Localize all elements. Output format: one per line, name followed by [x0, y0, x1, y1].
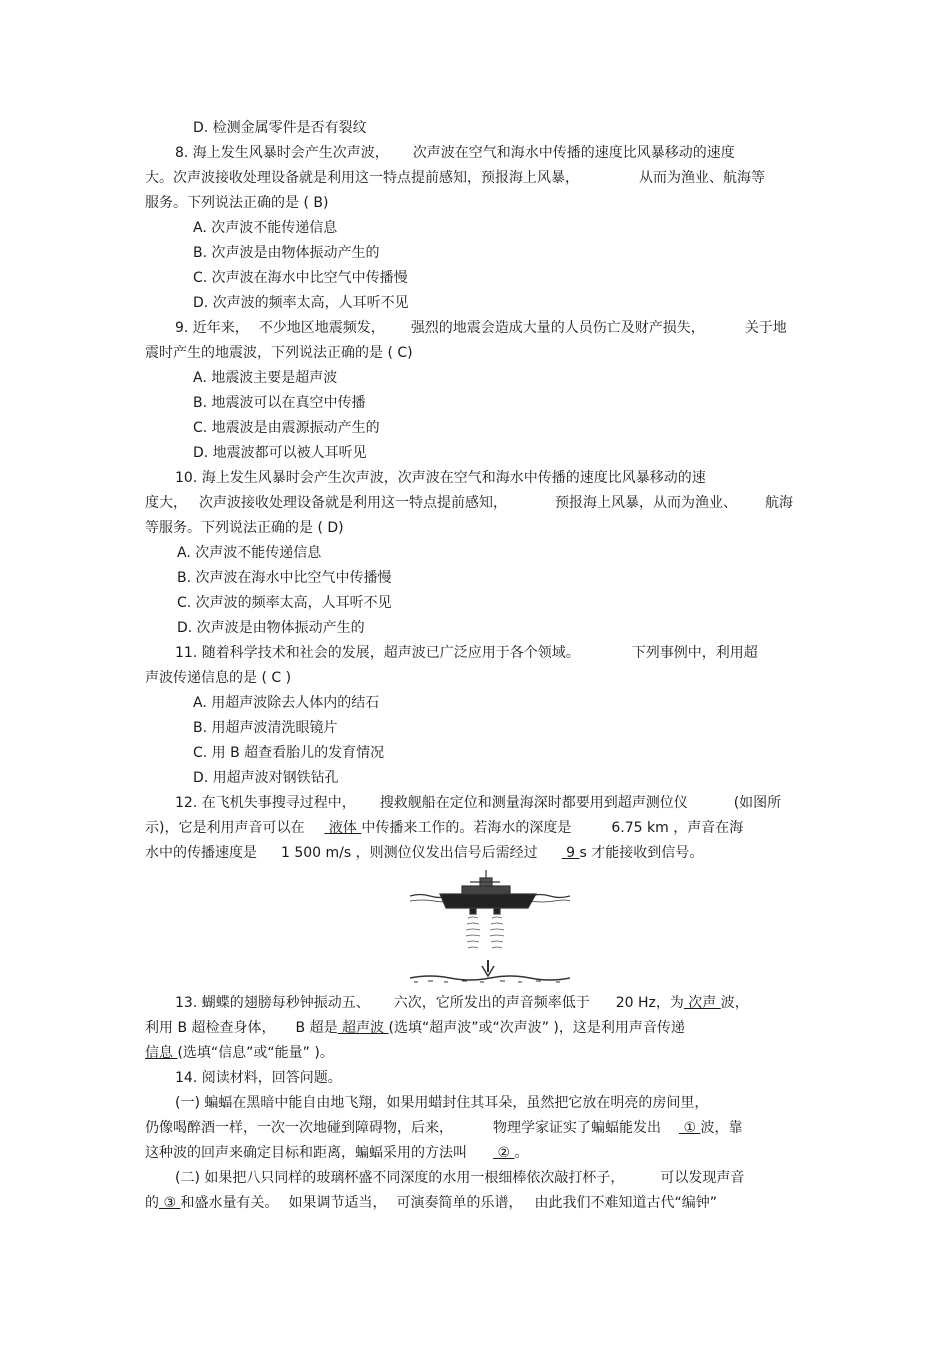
q8-text: 8. 海上发生风暴时会产生次声波，	[175, 145, 389, 161]
q7-option-d: D. 检测金属零件是否有裂纹	[193, 120, 367, 136]
q11-option-a: A. 用超声波除去人体内的结石	[193, 695, 380, 711]
q10-text: 航海	[765, 495, 793, 511]
q13-text: 六次，它所发出的声音频率低于	[393, 995, 590, 1011]
q13-text: (选填“超声波”或“次声波” )，这是利用声音传递	[388, 1020, 685, 1036]
q12-text: 中传播来工作的。若海水的深度是	[361, 820, 572, 836]
q9-line-1	[175, 318, 787, 338]
q9-option-c: C. 地震波是由震源振动产生的	[193, 420, 380, 436]
q14-text: 和盛水量有关。	[180, 1195, 279, 1211]
q9-option-d: D. 地震波都可以被人耳听见	[193, 445, 367, 461]
q10-text: 预报海上风暴，从而为渔业、	[555, 495, 737, 511]
q10-option-b: B. 次声波在海水中比空气中传播慢	[177, 570, 392, 586]
q11-line-2: 声波传递信息的是 ( C )	[145, 670, 292, 686]
answer-blank: ②	[493, 1145, 515, 1161]
q9-option-b: B. 地震波可以在真空中传播	[193, 395, 366, 411]
q8-option-c: C. 次声波在海水中比空气中传播慢	[193, 270, 408, 286]
q12-line-2	[145, 818, 743, 838]
q13-line-2	[145, 1018, 685, 1038]
q14-text: 仍像喝醉酒一样，一次一次地碰到障碍物，后来，	[145, 1120, 453, 1136]
q12-line-1	[175, 793, 781, 813]
q14-p2-line-2	[145, 1193, 717, 1213]
q8-option-d: D. 次声波的频率太高，人耳听不见	[193, 295, 409, 311]
q13-text: 13. 蝴蝶的翅膀每秒钟振动五、	[175, 995, 370, 1011]
q9-text: 不少地区地震频发，	[258, 320, 385, 336]
q14-title: 14. 阅读材料，回答问题。	[175, 1070, 342, 1086]
answer-blank: 次声	[683, 995, 721, 1011]
q8-text: 从而为渔业、航海等	[639, 170, 765, 186]
q12-line-3	[145, 843, 703, 863]
answer-blank: 液体	[324, 820, 362, 836]
q8-text: 大。次声波接收处理设备就是利用这一特点提前感知，预报海上风暴，	[145, 170, 579, 186]
q11-option-d: D. 用超声波对钢铁钻孔	[193, 770, 339, 786]
q8-option-b: B. 次声波是由物体振动产生的	[193, 245, 380, 261]
q12-text: s 才能接收到信号。	[579, 845, 704, 861]
q9-option-a: A. 地震波主要是超声波	[193, 370, 338, 386]
q10-option-c: C. 次声波的频率太高，人耳听不见	[177, 595, 392, 611]
q13-line-3	[145, 1043, 334, 1063]
q14-p1-line-2	[145, 1118, 742, 1138]
q12-text: 示)，它是利用声音可以在	[145, 820, 305, 836]
q14-text: 波，靠	[700, 1120, 743, 1136]
q10-option-d: D. 次声波是由物体振动产生的	[177, 620, 365, 636]
q8-line-1	[175, 143, 735, 163]
answer-blank: 超声波	[337, 1020, 389, 1036]
q11-option-c: C. 用 B 超查看胎儿的发育情况	[193, 745, 385, 761]
q10-option-a: A. 次声波不能传递信息	[177, 545, 322, 561]
q8-line-2	[145, 168, 765, 188]
q9-line-2: 震时产生的地震波，下列说法正确的是 ( C)	[145, 345, 413, 361]
q11-line-1	[175, 643, 758, 663]
q10-line-1: 10. 海上发生风暴时会产生次声波，次声波在空气和海水中传播的速度比风暴移动的速	[175, 470, 706, 486]
q10-line-3: 等服务。下列说法正确的是 ( D)	[145, 520, 344, 536]
q13-text: (选填“信息”或“能量” )。	[177, 1045, 334, 1061]
sonar-ship-figure	[410, 868, 570, 988]
q11-option-b: B. 用超声波清洗眼镜片	[193, 720, 338, 736]
q12-text: 6.75 km ，声音在海	[611, 820, 744, 836]
q10-line-2	[145, 493, 793, 513]
q11-text: 下列事例中，利用超	[631, 645, 758, 661]
answer-blank: 9	[561, 845, 580, 861]
answer-blank: ①	[679, 1120, 701, 1136]
q14-text: 可演奏简单的乐谱，	[396, 1195, 523, 1211]
q12-text: 12. 在飞机失事搜寻过程中，	[175, 795, 356, 811]
q8-line-3: 服务。下列说法正确的是 ( B)	[145, 195, 329, 211]
q14-text: 这种波的回声来确定目标和距离，蝙蝠采用的方法叫	[145, 1145, 467, 1161]
q14-p1-line-3	[145, 1143, 528, 1163]
q9-text: 关于地	[744, 320, 787, 336]
q13-text: B 超是	[295, 1020, 338, 1036]
q13-line-1	[175, 993, 749, 1013]
q9-text: 9. 近年来，	[175, 320, 249, 336]
q8-option-a: A. 次声波不能传递信息	[193, 220, 338, 236]
q14-text: (二) 如果把八只同样的玻璃杯盛不同深度的水用一根细棒依次敲打杯子，	[175, 1170, 625, 1186]
q10-text: 次声波接收处理设备就是利用这一特点提前感知，	[199, 495, 507, 511]
q14-text: 的	[145, 1195, 159, 1211]
q12-text: 水中的传播速度是	[145, 845, 257, 861]
q14-text: 物理学家证实了蝙蝠能发出	[493, 1120, 661, 1136]
q12-text: 1 500 m/s ，则测位仪发出信号后需经过	[281, 845, 538, 861]
answer-blank: 信息	[145, 1045, 178, 1061]
q14-p2-line-1	[175, 1168, 744, 1188]
q14-text: 可以发现声音	[660, 1170, 745, 1186]
q14-text: 由此我们不难知道古代“编钟”	[534, 1195, 717, 1211]
q14-p1-line-1: (一) 蝙蝠在黑暗中能自由地飞翔，如果用蜡封住其耳朵，虽然把它放在明亮的房间里，	[175, 1095, 709, 1111]
answer-blank: ③	[159, 1195, 181, 1211]
q13-text: 波，	[720, 995, 749, 1011]
q12-text: 搜救舰船在定位和测量海深时都要用到超声测位仪	[379, 795, 688, 811]
q10-text: 度大，	[145, 495, 187, 511]
q9-text: 强烈的地震会造成大量的人员伤亡及财产损失，	[410, 320, 705, 336]
q11-text: 11. 随着科学技术和社会的发展，超声波已广泛应用于各个领域。	[175, 645, 580, 661]
q13-text: 20 Hz，为	[615, 995, 684, 1011]
q14-text: 如果调节适当，	[288, 1195, 387, 1211]
q12-text: (如图所	[733, 795, 782, 811]
q13-text: 利用 B 超检查身体，	[145, 1020, 276, 1036]
q14-text: 。	[514, 1145, 529, 1161]
q8-text: 次声波在空气和海水中传播的速度比风暴移动的速度	[412, 145, 735, 161]
